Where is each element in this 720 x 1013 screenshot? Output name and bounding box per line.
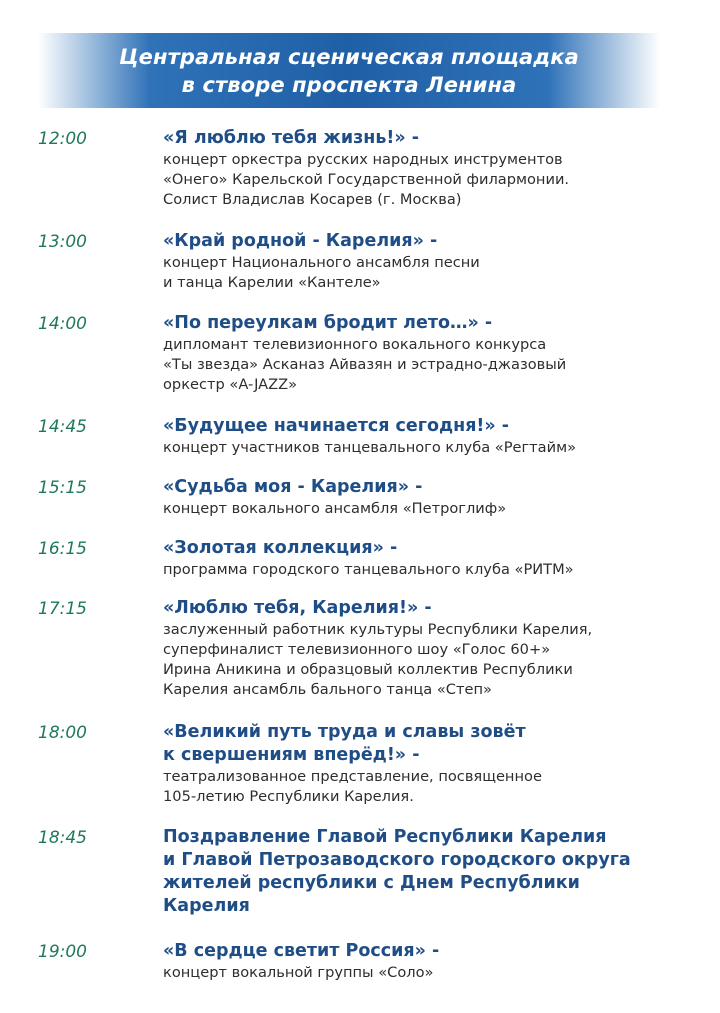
event-title: «Люблю тебя, Карелия!» - [163, 598, 432, 618]
event-description: театрализованное представление, посвященное 105-летию Республики Карелия. [163, 768, 542, 805]
event-title: «Судьба моя - Карелия» - [163, 477, 423, 497]
event-time: 18:45 [38, 828, 87, 848]
event-title: «В сердце светит Россия» - [163, 941, 440, 961]
event-description: концерт вокальной группы «Соло» [163, 964, 434, 981]
event-title: «Великий путь труда и славы зовёт к свершениям вперёд!» - [163, 722, 526, 765]
event-title: Поздравление Главой Республики Карелия и Главой Петрозаводского городского округа жителей республики с Днем Республики Карелия [163, 827, 631, 916]
event-description: программа городского танцевального клуба «РИТМ» [163, 561, 574, 578]
event-time: 17:15 [38, 599, 87, 619]
event-title: «Я люблю тебя жизнь!» - [163, 128, 420, 148]
event-title: «По переулкам бродит лето…» - [163, 313, 493, 333]
header-line-1: Центральная сценическая площадка [119, 44, 579, 69]
event-time: 13:00 [38, 232, 87, 252]
event-title: «Край родной - Карелия» - [163, 231, 438, 251]
event-time: 16:15 [38, 539, 87, 559]
event-time: 14:45 [38, 417, 87, 437]
event-description: концерт участников танцевального клуба «Регтайм» [163, 439, 577, 456]
event-description: дипломант телевизионного вокального конкурса «Ты звезда» Асканаз Айвазян и эстрадно-джазовый оркестр «A-JAZZ» [163, 336, 567, 393]
event-time: 15:15 [38, 478, 87, 498]
event-time: 18:00 [38, 723, 87, 743]
event-description: концерт вокального ансамбля «Петроглиф» [163, 500, 507, 517]
header-banner [38, 33, 660, 108]
header-line-2: в створе проспекта Ленина [181, 72, 517, 97]
event-description: концерт оркестра русских народных инструментов «Онего» Карельской Государственной филармонии. Солист Владислав Косарев (г. Москва) [163, 151, 570, 208]
event-title: «Будущее начинается сегодня!» - [163, 416, 510, 436]
event-time: 14:00 [38, 314, 87, 334]
event-description: концерт Национального ансамбля песни и танца Карелии «Кантеле» [163, 254, 480, 291]
event-description: заслуженный работник культуры Республики Карелия, суперфиналист телевизионного шоу «Голос 60+» Ирина Аникина и образцовый коллектив Республики Карелия ансамбль бального танца «Степ» [163, 621, 593, 698]
event-time: 12:00 [38, 129, 87, 149]
event-title: «Золотая коллекция» - [163, 538, 398, 558]
event-time: 19:00 [38, 942, 87, 962]
